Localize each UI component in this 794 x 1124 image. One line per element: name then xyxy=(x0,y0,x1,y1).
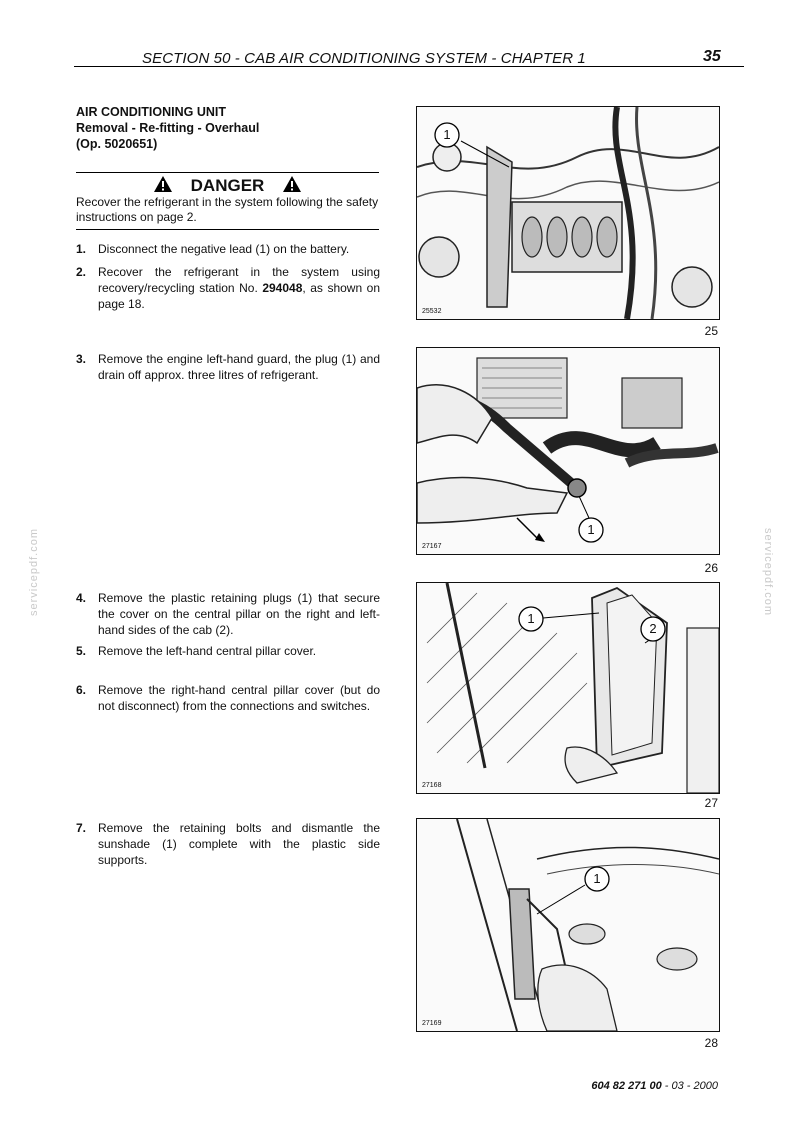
callout-label: 1 xyxy=(593,871,601,886)
figure-battery-engine xyxy=(416,106,720,320)
step-number: 7. xyxy=(76,821,87,835)
step-number: 1. xyxy=(76,242,87,256)
figure-caption: 25 xyxy=(704,324,718,338)
publication-code: 604 82 271 00 xyxy=(591,1080,662,1092)
step-7 xyxy=(76,820,380,868)
drain-plug-illustration xyxy=(417,348,719,554)
figure-caption: 28 xyxy=(704,1036,718,1050)
step-number: 3. xyxy=(76,352,87,366)
figure-drain-plug xyxy=(416,347,720,555)
heading-subtitle: Removal - Re-fitting - Overhaul xyxy=(76,121,260,135)
pillar-cover-illustration xyxy=(417,583,719,793)
step-number: 6. xyxy=(76,683,87,697)
step-number: 2. xyxy=(76,265,87,279)
danger-top-rule xyxy=(76,172,379,173)
engine-bay-illustration xyxy=(417,107,719,319)
figure-caption: 27 xyxy=(704,796,718,810)
step-6 xyxy=(76,682,380,714)
step-text: Remove the plastic retaining plugs (1) that secure the cover on the central pillar on the right and left-hand sides of the cab (2). xyxy=(98,591,380,637)
figure-code: 27167 xyxy=(422,543,442,550)
section-header-title: SECTION 50 - CAB AIR CONDITIONING SYSTEM - CHAPTER 1 xyxy=(142,50,586,67)
procedure-heading xyxy=(76,104,259,152)
figure-code: 27169 xyxy=(422,1020,442,1027)
figure-sunshade xyxy=(416,818,720,1032)
danger-title-row xyxy=(76,175,379,195)
step-text: Remove the left-hand central pillar cover. xyxy=(98,644,317,658)
callout-label: 2 xyxy=(649,621,657,636)
publication-date: - 03 - 2000 xyxy=(661,1080,718,1092)
step-number: 5. xyxy=(76,644,87,658)
step-2 xyxy=(76,264,380,312)
step-1 xyxy=(76,241,380,257)
figure-caption: 26 xyxy=(704,561,718,575)
watermark-right: servicepdf.com xyxy=(761,528,774,616)
danger-text: Recover the refrigerant in the system following the safety instructions on page 2. xyxy=(76,195,379,230)
figure-code: 25532 xyxy=(422,308,442,315)
step-3 xyxy=(76,351,380,383)
heading-title: AIR CONDITIONING UNIT xyxy=(76,105,226,119)
step-text: Disconnect the negative lead (1) on the battery. xyxy=(98,242,350,256)
step-text: Recover the refrigerant in the system using recovery/recycling station No. 294048, as shown on page 18. xyxy=(98,265,381,311)
watermark-left: servicepdf.com xyxy=(27,528,40,616)
callout-label: 1 xyxy=(527,611,535,626)
heading-op-code: (Op. 5020651) xyxy=(76,137,158,151)
step-text: Remove the right-hand central pillar cover (but do not disconnect) from the connections and switches. xyxy=(98,683,380,713)
step-4 xyxy=(76,590,380,638)
document-footer xyxy=(591,1080,718,1092)
step-number: 4. xyxy=(76,591,87,605)
header-rule xyxy=(74,66,744,67)
step-5 xyxy=(76,643,380,659)
sunshade-illustration xyxy=(417,819,719,1031)
danger-warning-box xyxy=(76,172,379,230)
callout-label: 1 xyxy=(587,522,595,537)
figure-code: 27168 xyxy=(422,782,442,789)
callout-label: 1 xyxy=(443,127,451,142)
page-number: 35 xyxy=(703,48,721,65)
danger-title: DANGER xyxy=(190,176,265,195)
figure-pillar-cover xyxy=(416,582,720,794)
step-text: Remove the retaining bolts and dismantle the sunshade (1) complete with the plastic side supports. xyxy=(98,821,380,867)
step-text: Remove the engine left-hand guard, the plug (1) and drain off approx. three litres of refrigerant. xyxy=(98,352,380,382)
part-number: 294048 xyxy=(262,281,303,295)
